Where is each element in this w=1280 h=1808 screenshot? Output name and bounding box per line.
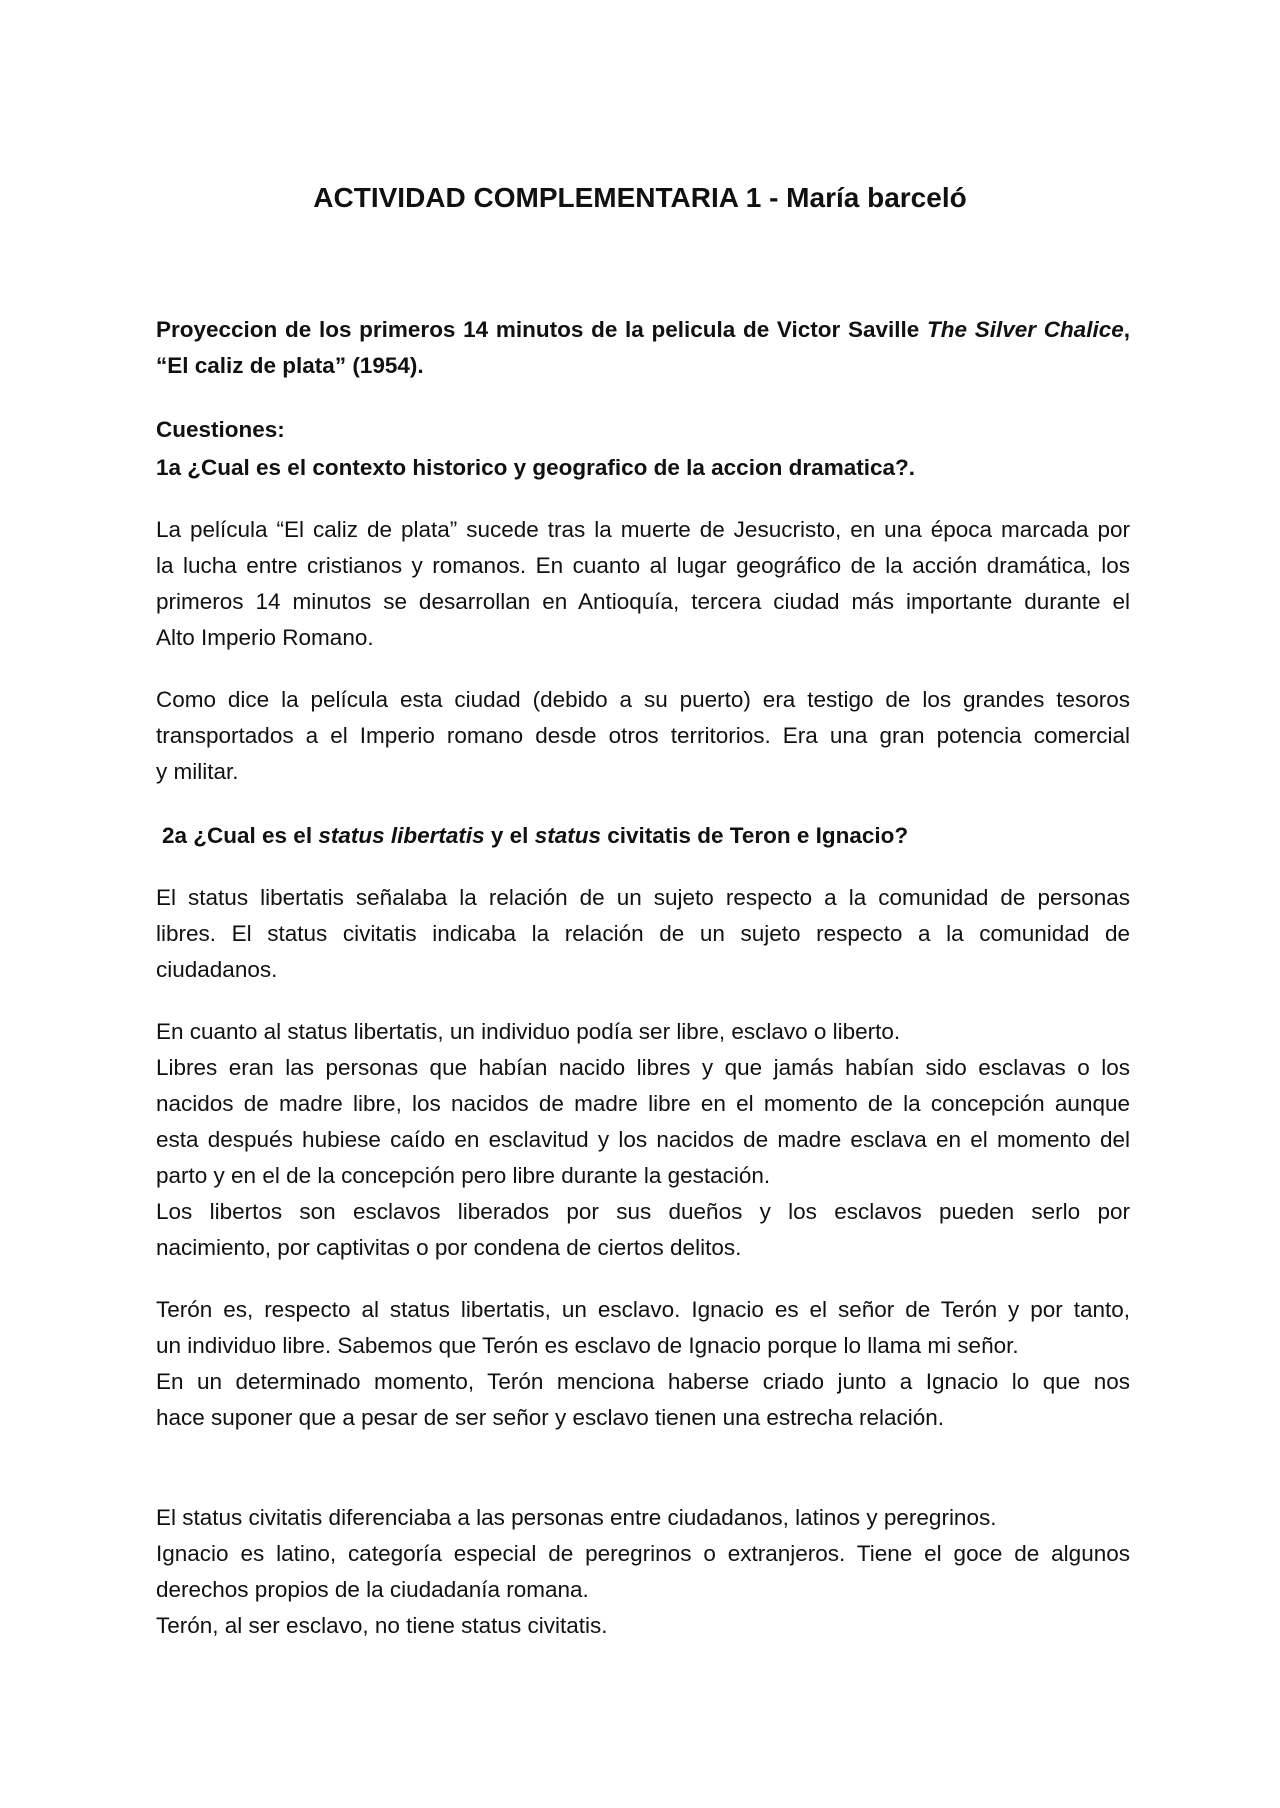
q2-paragraph-4: El status civitatis diferenciaba a las personas entre ciudadanos, latinos y peregrinos. Ignacio es latino, categoría especial de peregrinos o extranjeros. Tiene el goce de algunos derechos propios de la ciudadanía romana. Terón, al ser esclavo, no tiene status civitatis. bbox=[156, 1505, 1130, 1638]
film-title: The Silver Chalice bbox=[927, 317, 1124, 342]
intro-paragraph bbox=[156, 312, 1130, 384]
question-1: 1a ¿Cual es el contexto historico y geografico de la accion dramatica?. bbox=[156, 455, 915, 480]
intro-line-1: Proyeccion de los primeros 14 minutos de la pelicula de Victor Saville The Silver Chalice, bbox=[156, 317, 1130, 342]
q2-paragraph-3: Terón es, respecto al status libertatis, un esclavo. Ignacio es el señor de Terón y por tanto, un individuo libre. Sabemos que Terón es esclavo de Ignacio porque lo llama mi señor. En un determinado momento, Terón menciona haberse criado junto a Ignacio lo que nos hace suponer que a pesar de ser señor y esclavo tienen una estrecha relación. bbox=[156, 1297, 1130, 1430]
question-2: 2a ¿Cual es el status libertatis y el status civitatis de Teron e Ignacio? bbox=[162, 823, 909, 848]
questions-heading: Cuestiones: bbox=[156, 417, 285, 442]
intro-line-2: “El caliz de plata” (1954). bbox=[156, 353, 424, 378]
document-title: ACTIVIDAD COMPLEMENTARIA 1 - María barceló bbox=[313, 182, 967, 213]
q1-paragraph-2: Como dice la película esta ciudad (debido a su puerto) era testigo de los grandes tesoros transportados a el Imperio romano desde otros territorios. Era una gran potencia comercial y militar. bbox=[156, 687, 1130, 784]
q2-paragraph-2: En cuanto al status libertatis, un individuo podía ser libre, esclavo o liberto. Libres eran las personas que habían nacido libres y que jamás habían sido esclavas o los nacidos de madre libre, los nacidos de madre libre en el momento de la concepción aunque esta después hubiese caído en esclavitud y los nacidos de madre esclava en el momento del parto y en el de la concepción pero libre durante la gestación. Los libertos son esclavos liberados por sus dueños y los esclavos pueden serlo por nacimiento, por captivitas o por condena de ciertos delitos. bbox=[156, 1019, 1130, 1260]
q1-paragraph-1: La película “El caliz de plata” sucede tras la muerte de Jesucristo, en una época marcada por la lucha entre cristianos y romanos. En cuanto al lugar geográfico de la acción dramática, los primeros 14 minutos se desarrollan en Antioquía, tercera ciudad más importante durante el Alto Imperio Romano. bbox=[156, 517, 1130, 650]
q2-paragraph-1: El status libertatis señalaba la relación de un sujeto respecto a la comunidad de personas libres. El status civitatis indicaba la relación de un sujeto respecto a la comunidad de ciudadanos. bbox=[156, 885, 1130, 982]
